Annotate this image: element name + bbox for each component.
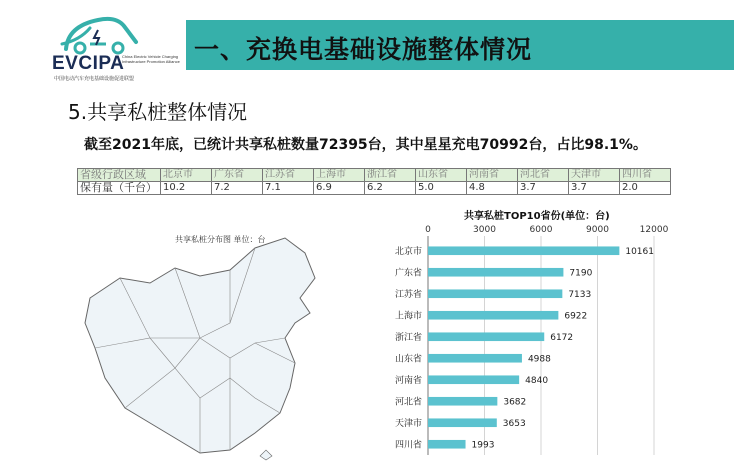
bar <box>428 246 619 255</box>
logo-cn-name: 中国电动汽车充电基础设施促进联盟 <box>54 76 135 82</box>
table-cell: 7.1 <box>263 182 314 195</box>
y-tick-label: 四川省 <box>394 440 422 451</box>
table-cell: 山东省 <box>416 169 467 182</box>
table-cell: 北京市 <box>161 169 212 182</box>
summary-text: 截至2021年底，已统计共享私桩数量72395台，其中星星充电70992台，占比98.1%。 <box>84 137 647 153</box>
section-title: 5.共享私桩整体情况 <box>68 100 248 124</box>
logo-subtitle: China Electric Vehicle Charging Infrastructure Promotion Alliance <box>122 54 180 64</box>
table-cell: 5.0 <box>416 182 467 195</box>
province-table <box>77 168 671 195</box>
table-cell: 四川省 <box>620 169 671 182</box>
y-tick-label: 天津市 <box>394 418 422 429</box>
data-label: 4988 <box>527 354 551 365</box>
y-tick-label: 上海市 <box>394 311 422 322</box>
y-tick-label: 北京市 <box>394 246 422 257</box>
logo-name: EVCIPA <box>52 53 125 74</box>
bar <box>428 332 544 341</box>
table-row-header: 省级行政区域 <box>78 169 161 182</box>
table-cell: 广东省 <box>212 169 263 182</box>
bar <box>428 397 497 406</box>
x-tick-label: 9000 <box>586 225 609 235</box>
map-title: 共享私桩分布图 单位：台 <box>175 235 266 244</box>
y-tick-label: 河北省 <box>394 397 422 408</box>
bar <box>428 354 522 363</box>
bar <box>428 440 466 449</box>
data-label: 6922 <box>564 311 588 322</box>
y-tick-label: 河南省 <box>394 375 422 386</box>
table-cell: 江苏省 <box>263 169 314 182</box>
y-tick-label: 山东省 <box>394 354 422 365</box>
table-cell: 6.9 <box>314 182 365 195</box>
page-title: 一、充换电基础设施整体情况 <box>194 35 533 64</box>
table-cell: 7.2 <box>212 182 263 195</box>
data-label: 7190 <box>569 268 593 279</box>
data-label: 4840 <box>525 375 549 386</box>
table-cell: 3.7 <box>518 182 569 195</box>
data-label: 3653 <box>502 418 526 429</box>
x-tick-label: 0 <box>425 225 431 235</box>
table-cell: 河北省 <box>518 169 569 182</box>
data-label: 7133 <box>568 289 592 300</box>
table-row <box>78 169 671 182</box>
table-cell: 河南省 <box>467 169 518 182</box>
bar <box>428 268 563 277</box>
x-tick-label: 3000 <box>473 225 496 235</box>
bar-chart <box>370 205 734 461</box>
x-tick-label: 12000 <box>639 225 669 235</box>
bar <box>428 375 519 384</box>
y-tick-label: 广东省 <box>394 268 422 279</box>
table-cell: 天津市 <box>569 169 620 182</box>
table-cell: 浙江省 <box>365 169 416 182</box>
y-tick-label: 江苏省 <box>394 289 422 300</box>
bar <box>428 418 497 427</box>
data-label: 1993 <box>471 440 495 451</box>
table-cell: 10.2 <box>161 182 212 195</box>
bar <box>428 311 558 320</box>
table-row <box>78 182 671 195</box>
data-label: 3682 <box>503 397 527 408</box>
chart-title: 共享私桩TOP10省份(单位：台) <box>464 211 610 222</box>
table-cell: 3.7 <box>569 182 620 195</box>
bar <box>428 289 562 298</box>
table-cell: 上海市 <box>314 169 365 182</box>
x-tick-label: 6000 <box>529 225 553 235</box>
china-map <box>80 228 370 461</box>
data-label: 6172 <box>550 332 574 343</box>
table-cell: 6.2 <box>365 182 416 195</box>
data-label: 10161 <box>625 246 655 257</box>
table-cell: 2.0 <box>620 182 671 195</box>
table-row-header: 保有量（千台） <box>78 182 161 195</box>
y-tick-label: 浙江省 <box>394 332 422 343</box>
table-cell: 4.8 <box>467 182 518 195</box>
